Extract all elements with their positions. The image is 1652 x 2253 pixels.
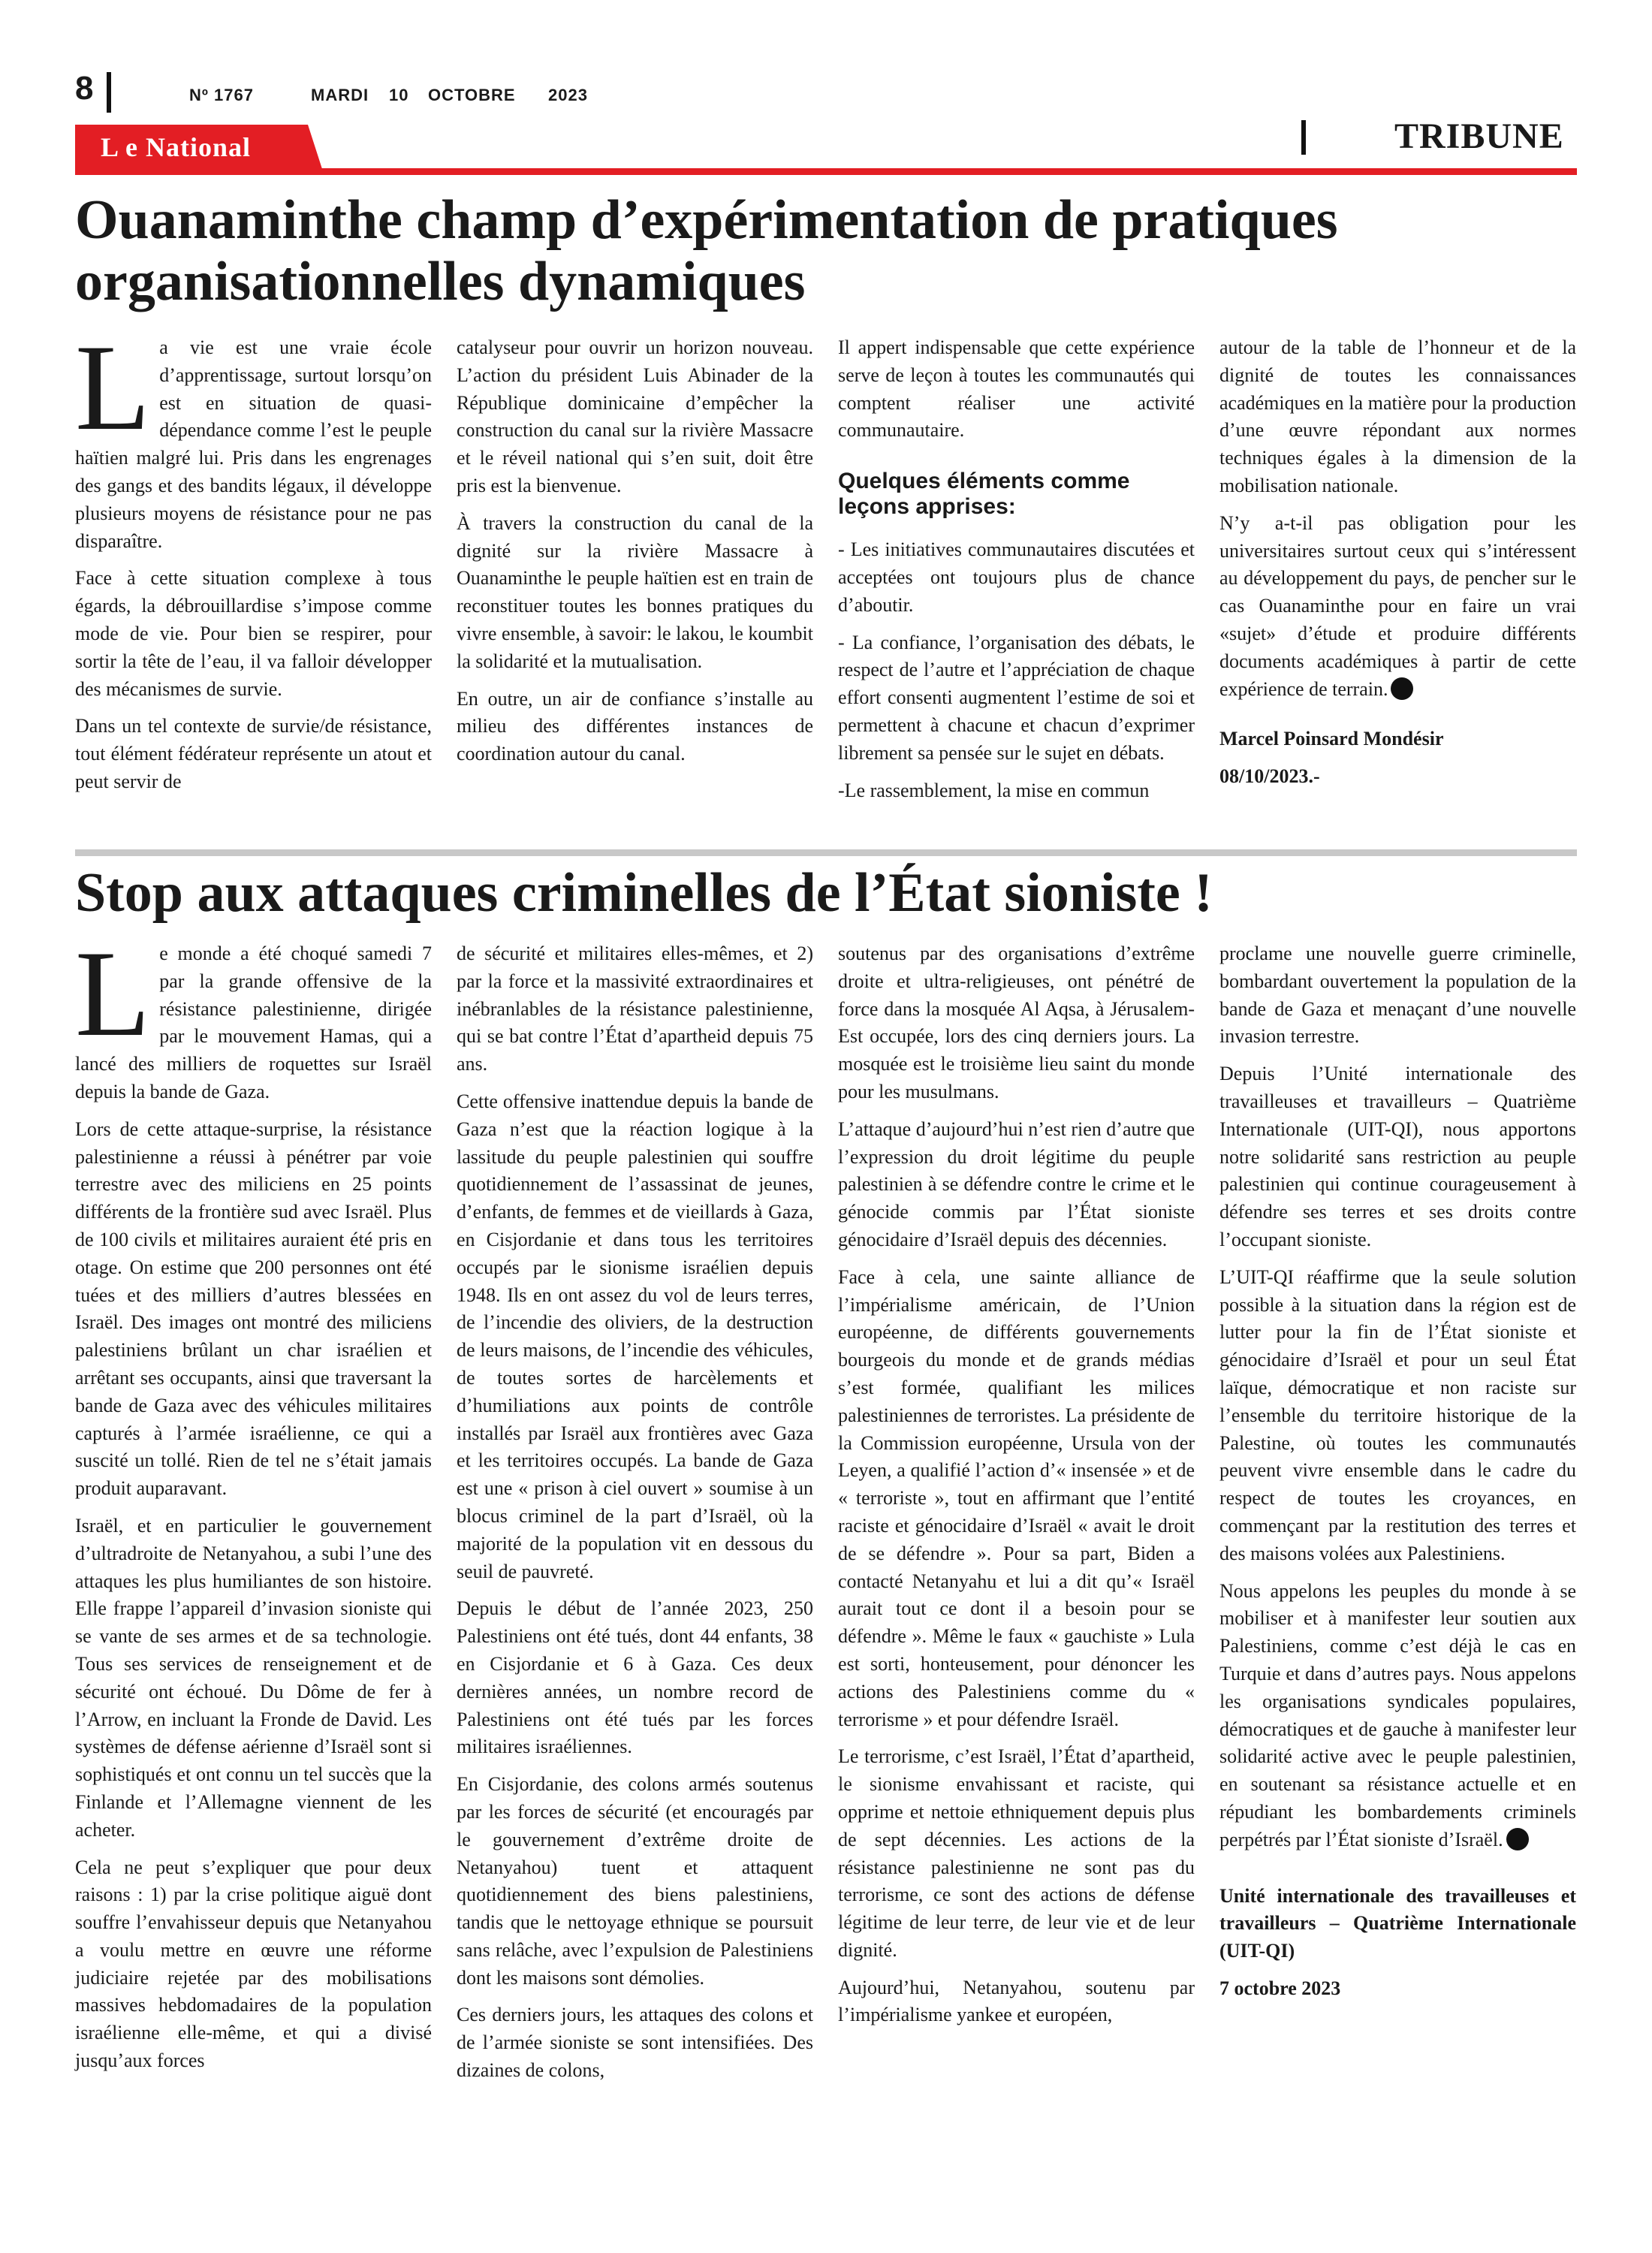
article1-subheading: Quelques éléments comme leçons apprises: xyxy=(838,469,1130,520)
article2-paragraph: Israël, et en particulier le gouvernement d’ultradroite de Netanyahou, a subi l’une des attaques les plus humiliantes de son histoire. Elle frappe l’appareil d’invasion sioniste qui se vante de ses armes et de sa technologie. Tous ses services de renseignement et de sécurité ont échoué. Du Dôme de fer à l’Arrow, en incluant la Fronde de David. Les systèmes de défense aérienne d’Israël sont si sophistiqués et ont connu un tel succès que la Finlande et l’Allemagne viennent de les acheter. xyxy=(75,1514,432,1841)
article1-author: Marcel Poinsard Mondésir xyxy=(1219,728,1444,750)
article2-paragraph: Depuis le début de l’année 2023, 250 Palestiniens ont été tués, dont 44 enfants, 38 en Cisjordanie et 6 à Gaza. Ces deux dernières années, un nombre record de Palestiniens ont été tués par les forces militaires israéliennes. xyxy=(457,1597,813,1758)
date-year: 2023 xyxy=(548,86,588,104)
page-number-divider xyxy=(107,72,111,113)
article2-paragraph: Le terrorisme, c’est Israël, l’État d’apartheid, le sionisme envahissant et raciste, qui opprime et nettoie ethniquement depuis plus de sept décennies. Les actions de la résistance palestinienne ne sont pas du terrorisme, ce sont des actions de défense légitime de leur terre, de leur vie et de leur dignité. xyxy=(838,1745,1195,1961)
drop-cap: L xyxy=(75,320,151,456)
drop-cap: L xyxy=(75,926,151,1062)
article2-paragraph: Aujourd’hui, Netanyahou, soutenu par l’impérialisme yankee et européen, xyxy=(838,1976,1195,2026)
header-rule xyxy=(75,168,1577,175)
article2-paragraph: Depuis l’Unité internationale des travailleuses et travailleurs – Quatrième Internationale (UIT-QI), nous apportons notre solidarité sans restriction au peuple palestinien qui continue courageusement à défendre ses terres et ses droits contre l’occupant sioniste. xyxy=(1219,1063,1576,1250)
section-title: TRIBUNE xyxy=(1394,116,1564,156)
article2-paragraph: soutenus par des organisations d’extrême droite et ultra-religieuses, ont pénétré de force dans la mosquée Al Aqsa, à Jérusalem-Est occupée, lors des cinq derniers jours. La mosquée est le troisième lieu saint du monde pour les musulmans. xyxy=(838,943,1195,1102)
article2-paragraph: Le monde a été choqué samedi 7 par la grande offensive de la résistance palestinienne, dirigée par le mouvement Hamas, qui a lancé des milliers de roquettes sur Israël depuis la bande de Gaza. xyxy=(75,926,432,1102)
list-item: - Les initiatives communautaires discutées et acceptées ont toujours plus de chance d’aboutir. xyxy=(838,538,1195,616)
date-weekday: MARDI xyxy=(311,86,369,104)
article-divider xyxy=(75,849,1577,856)
page-number: 8 xyxy=(75,70,94,107)
article1-column-3 xyxy=(838,334,1195,804)
article1-paragraph: En outre, un air de confiance s’installe au milieu des différentes instances de coordination autour du canal. xyxy=(457,687,813,765)
article1-paragraph: Dans un tel contexte de survie/de résistance, tout élément fédérateur représente un atout et peut servir de xyxy=(75,715,432,792)
article1-date: 08/10/2023.- xyxy=(1219,765,1320,788)
article1-paragraph: N’y a-t-il pas obligation pour les universitaires surtout ceux qui s’intéressent au développement du pays, de pencher sur le cas Ouanaminthe pour en faire un vrai «sujet» d’étude et produire différents documents académiques à partir de cette expérience de terrain. xyxy=(1219,511,1576,700)
end-mark-icon xyxy=(1506,1828,1529,1850)
article1-paragraph: Il appert indispensable que cette expérience serve de leçon à toutes les communautés qui comptent réaliser une activité communautaire. xyxy=(838,336,1195,442)
article2-column-3 xyxy=(838,940,1195,2029)
list-item: -Le rassemblement, la mise en commun xyxy=(838,779,1150,801)
article2-column-2 xyxy=(457,940,813,2085)
date-month: OCTOBRE xyxy=(428,86,516,104)
article1-paragraph: À travers la construction du canal de la dignité sur la rivière Massacre à Ouanaminthe le peuple haïtien est en train de reconstituer toutes les bonnes pratiques du vivre ensemble, à savoir: le lakou, le koumbit la solidarité et la mutualisation. xyxy=(457,511,813,672)
article1-title: Ouanaminthe champ d’expérimentation de pratiques organisationnelles dynamiques xyxy=(75,189,1338,312)
list-item: - La confiance, l’organisation des débats, le respect de l’autre et l’appréciation de chaque effort consenti augmentent l’estime de soi et permettent à chacune et chacun d’exprimer librement sa pensée sur le sujet en débats. xyxy=(838,631,1195,764)
article2-column-4 xyxy=(1219,940,1576,2013)
article2-paragraph: L’UIT-QI réaffirme que la seule solution possible à la situation dans la région est de lutter pour la fin de l’État sioniste et génocidaire d’Israël et pour un seul État laïque, démocratique et non raciste sur l’ensemble du territoire historique de la Palestine, où toutes les communautés peuvent vivre ensemble dans le cadre du respect de toutes les croyances, en commençant par la restitution des terres et des maisons volées aux Palestiniens. xyxy=(1219,1265,1576,1564)
article2-author: Unité internationale des travailleuses et travailleurs – Quatrième Internationale (UIT-QI) xyxy=(1219,1884,1576,1962)
end-mark-icon xyxy=(1391,677,1413,700)
article1-paragraph: autour de la table de l’honneur et de la dignité de toutes les connaissances académiques en la matière pour la production d’une œuvre répondant aux normes techniques égales à la dimension de la mobilisation nationale. xyxy=(1219,336,1576,496)
issue-number: Nº 1767 xyxy=(189,86,254,104)
article2-paragraph: Lors de cette attaque-surprise, la résistance palestinienne a réussi à pénétrer par voie terrestre avec des miliciens en 25 points différents de la frontière sud avec Israël. Plus de 100 civils et militaires auraient été pris en otage. On estime que 200 personnes ont été tuées et des milliers d’autres blessées en Israël. Des images ont montré des miliciens palestiniens brûlant un char israélien et arrêtant ses occupants, ainsi que traversant la bande de Gaza avec des véhicules militaires capturés à l’armée israélienne, ce qui a suscité un tollé. Rien de tel ne s’était jamais produit auparavant. xyxy=(75,1117,432,1500)
date-day: 10 xyxy=(389,86,409,104)
article2-paragraph: Cela ne peut s’expliquer que pour deux raisons : 1) par la crise politique aiguë dont souffre l’envahisseur depuis que Netanyahou a voulu mettre en œuvre une réforme judiciaire rejetée par des mobilisations massives hebdomadaires de la population israélienne elle-même, et qui a divisé jusqu’aux forces xyxy=(75,1856,432,2072)
article2-paragraph: de sécurité et militaires elles-mêmes, et 2) par la force et la massivité extraordinaires et inébranlables de la résistance palestinienne, qui se bat contre l’État d’apartheid depuis 75 ans. xyxy=(457,943,813,1075)
article2-date: 7 octobre 2023 xyxy=(1219,1977,1341,1999)
article2-paragraph: L’attaque d’aujourd’hui n’est rien d’autre que l’expression du droit légitime du peuple palestinien à se défendre contre le crime et le génocide commis par l’État sioniste génocidaire d’Israël depuis des décennies. xyxy=(838,1117,1195,1250)
article2-paragraph: Ces derniers jours, les attaques des colons et de l’armée sioniste se sont intensifiées. Des dizaines de colons, xyxy=(457,2004,813,2082)
brand-logo: L e National xyxy=(101,132,252,162)
article2-paragraph: Face à cela, une sainte alliance de l’impérialisme américain, de l’Union européenne, de différents gouvernements bourgeois du monde et de grands médias s’est formée, qualifiant les milices palestiniennes de terroristes. La présidente de la Commission européenne, Ursula von der Leyen, a qualifié l’action d’« insensée » et de « terroriste », tout en affirmant que l’entité raciste et génocidaire d’Israël « avait le droit de se défendre ». Pour sa part, Biden a contacté Netanyahu et lui a dit qu’« Israël aurait tout ce dont il a besoin pour se défendre ». Même le faux « gauchiste » Lula est sorti, honteusement, pour dénoncer les actions des Palestiniens comme du « terrorisme » et pour défendre Israël. xyxy=(838,1265,1195,1730)
article1-paragraph: catalyseur pour ouvrir un horizon nouveau. L’action du président Luis Abinader de la République dominicaine d’empêcher la construction du canal sur la rivière Massacre et le réveil national qui s’en suit, doit être pris est la bienvenue. xyxy=(457,336,813,496)
article2-paragraph: Cette offensive inattendue depuis la bande de Gaza n’est que la réaction logique à la lassitude du peuple palestinien qui souffre quotidiennement de l’assassinat de jeunes, d’enfants, de femmes et de vieillards à Gaza, en Cisjordanie et dans tous les territoires occupés par le sionisme israélien depuis 1948. Ils en ont assez du vol de leurs terres, de l’incendie des oliviers, de la destruction de leurs maisons, de l’incendie des véhicules, de toutes sortes de harcèlements et d’humiliations aux points de contrôle installés par Israël aux frontières avec Gaza et les territoires occupés. La bande de Gaza est une « prison à ciel ouvert » soumise à un blocus criminel de la part d’Israël, où la majorité de la population vit en dessous du seuil de pauvreté. xyxy=(457,1090,813,1582)
article1-column-2 xyxy=(457,334,813,768)
article2-paragraph: En Cisjordanie, des colons armés soutenus par les forces de sécurité (et encouragés par le gouvernement d’extrême droite de Netanyahou) tuent et attaquent quotidiennement des biens palestiniens, tandis que le nettoyage ethnique se poursuit sans relâche, avec l’expulsion de Palestiniens dont les maisons sont démolies. xyxy=(457,1773,813,1989)
article2-title: Stop aux attaques criminelles de l’État sioniste ! xyxy=(75,862,1213,924)
article1-column-4 xyxy=(1219,334,1576,801)
article1-paragraph: La vie est une vraie école d’apprentissage, surtout lorsqu’on est en situation de quasi-dépendance comme l’est le peuple haïtien malgré lui. Pris dans les engrenages des gangs et des bandits légaux, il développe plusieurs moyens de résistance pour ne pas disparaître. xyxy=(75,320,432,552)
article1-paragraph: Face à cette situation complexe à tous égards, la débrouillardise s’impose comme mode de vie. Pour bien se respirer, pour sortir la tête de l’eau, il va falloir développer des mécanismes de survie. xyxy=(75,567,432,700)
article2-paragraph: Nous appelons les peuples du monde à se mobiliser et à manifester leur soutien aux Palestiniens, comme c’est déjà le cas en Turquie et dans d’autres pays. Nous appelons les organisations syndicales populaires, démocratiques et de gauche à manifester leur solidarité active avec le peuple palestinien, en soutenant sa résistance actuelle et en répudiant les bombardements criminels perpétrés par l’État sioniste d’Israël. xyxy=(1219,1579,1576,1850)
article1-column-1 xyxy=(75,320,432,796)
article2-column-1 xyxy=(75,926,432,2075)
article2-paragraph: proclame une nouvelle guerre criminelle, bombardant ouvertement la population de la bande de Gaza et menaçant d’une nouvelle invasion terrestre. xyxy=(1219,943,1576,1048)
section-divider xyxy=(1301,120,1306,155)
